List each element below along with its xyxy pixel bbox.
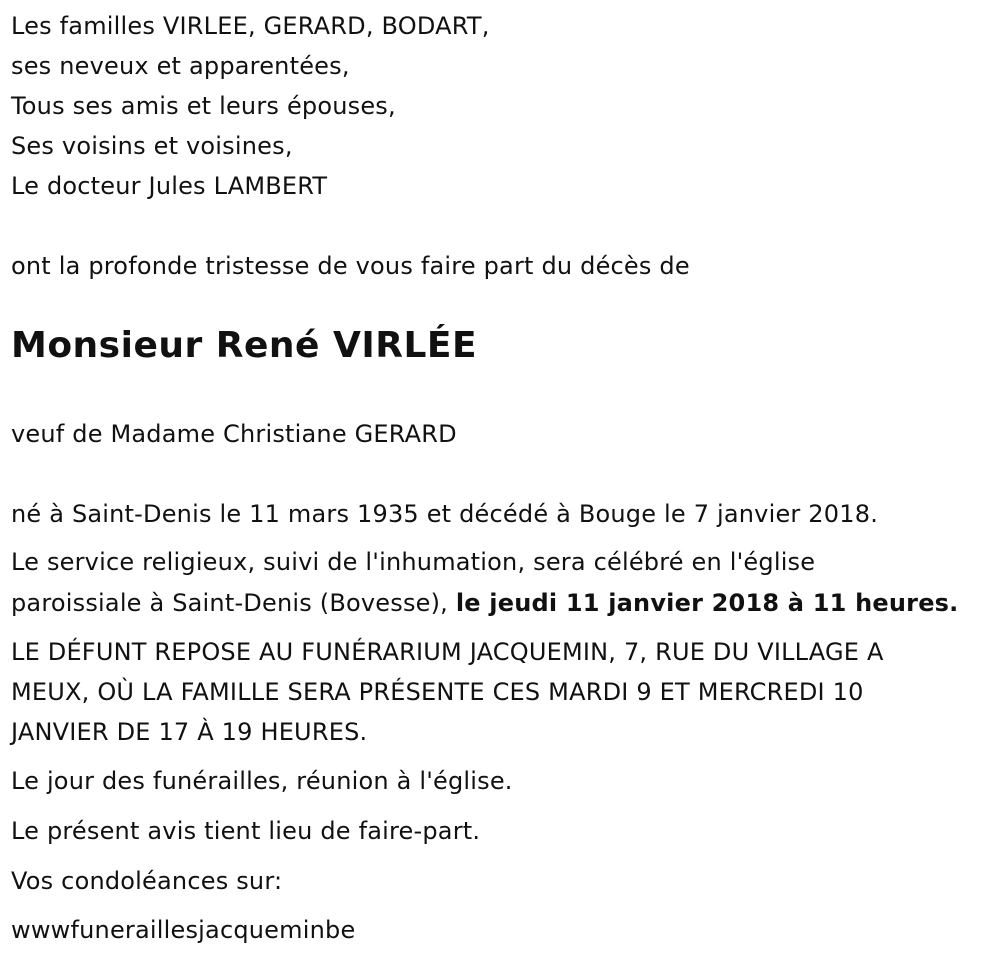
visitation-line-2: MEUX, OÙ LA FAMILLE SERA PRÉSENTE CES MARDI 9 ET MERCREDI 10 [11, 678, 864, 706]
family-line-1: Les familles VIRLEE, GERARD, BODART, [11, 12, 490, 40]
visitation-line-3: JANVIER DE 17 À 19 HEURES. [11, 718, 368, 746]
family-line-5: Le docteur Jules LAMBERT [11, 172, 328, 200]
family-line-3: Tous ses amis et leurs épouses, [11, 92, 396, 120]
service-date-time: le jeudi 11 janvier 2018 à 11 heures. [455, 589, 959, 617]
service-line-2 [11, 583, 958, 623]
family-line-4: Ses voisins et voisines, [11, 132, 293, 160]
service-location: paroissiale à Saint-Denis (Bovesse), [11, 589, 456, 617]
notice-text: Le présent avis tient lieu de faire-part. [11, 817, 481, 845]
announcement-text: ont la profonde tristesse de vous faire part du décès de [11, 252, 690, 280]
deceased-name: Monsieur René VIRLÉE [11, 325, 478, 366]
condolences-website: wwwfuneraillesjacqueminbe [11, 916, 356, 944]
condolences-label: Vos condoléances sur: [11, 867, 283, 895]
family-line-2: ses neveux et apparentées, [11, 52, 350, 80]
birth-death-text: né à Saint-Denis le 11 mars 1935 et décédé à Bouge le 7 janvier 2018. [11, 500, 879, 528]
visitation-line-1: LE DÉFUNT REPOSE AU FUNÉRARIUM JACQUEMIN, 7, RUE DU VILLAGE A [11, 638, 884, 666]
service-line-1: Le service religieux, suivi de l'inhumation, sera célébré en l'église [11, 548, 816, 576]
funeral-day-text: Le jour des funérailles, réunion à l'église. [11, 767, 513, 795]
spouse-text: veuf de Madame Christiane GERARD [11, 420, 457, 448]
